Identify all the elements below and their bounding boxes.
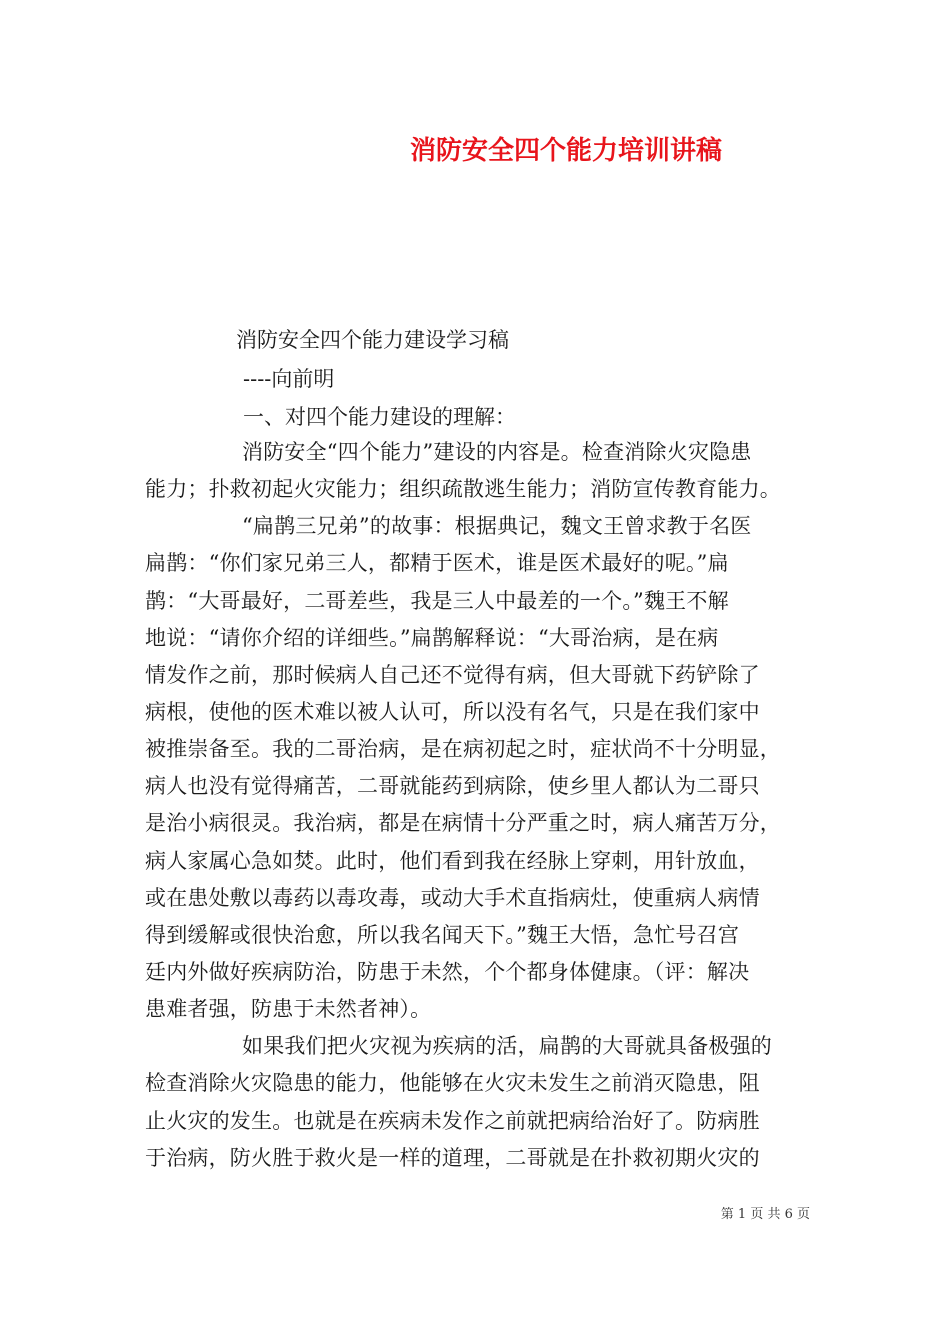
section-heading: 一、对四个能力建设的理解： (243, 405, 516, 429)
text-line: 或在患处敷以毒药以毒攻毒，或动大手术直指病灶，使重病人病情 (145, 885, 760, 910)
document-author: ----向前明 (243, 367, 335, 391)
paragraph-four-abilities (145, 434, 810, 508)
paragraph-fire-analogy (145, 1028, 810, 1177)
text-line: 能力；扑救初起火灾能力；组织疏散逃生能力；消防宣传教育能力。 (145, 477, 781, 502)
text-line: 检查消除火灾隐患的能力，他能够在火灾未发生之前消灭隐患，阻 (145, 1071, 760, 1096)
text-line: 鹊：“大哥最好，二哥差些，我是三人中最差的一个。”魏王不解 (145, 588, 729, 613)
text-line: 如果我们把火灾视为疾病的活，扁鹊的大哥就具备极强的 (242, 1034, 772, 1059)
text-line: 得到缓解或很快治愈，所以我名闻天下。”魏王大悟，急忙号召宫 (145, 922, 740, 947)
text-line: 廷内外做好疾病防治，防患于未然，个个都身体健康。（评：解决 (145, 959, 750, 984)
text-line: 患难者强，防患于未然者神）。 (145, 997, 432, 1022)
text-line: 扁鹊：“你们家兄弟三人，都精于医术，谁是医术最好的呢。”扁 (145, 551, 729, 576)
text-line: 消防安全“四个能力”建设的内容是。检查消除火灾隐患 (242, 440, 752, 464)
text-line: 地说：“请你介绍的详细些。”扁鹊解释说：“大哥治病，是在病 (145, 625, 719, 650)
document-title: 消防安全四个能力培训讲稿 (409, 136, 722, 166)
text-line: 病根，使他的医术难以被人认可，所以没有名气，只是在我们家中 (145, 699, 760, 724)
text-line: 止火灾的发生。也就是在疾病未发作之前就把病给治好了。防病胜 (145, 1108, 760, 1133)
text-line: 被推崇备至。我的二哥治病，是在病初起之时，症状尚不十分明显， (145, 737, 781, 762)
body-text (145, 434, 810, 1177)
text-line: 病人家属心急如焚。此时，他们看到我在经脉上穿刺，用针放血， (145, 848, 760, 873)
text-line: 病人也没有觉得痛苦，二哥就能药到病除，使乡里人都认为二哥只 (145, 774, 760, 799)
text-line: 于治病，防火胜于救火是一样的道理，二哥就是在扑救初期火灾的 (145, 1145, 760, 1170)
text-line: “扁鹊三兄弟”的故事：根据典记，魏文王曾求教于名医 (242, 514, 752, 539)
page-number-footer: 第 1 页 共 6 页 (720, 1207, 810, 1222)
text-line: 是治小病很灵。我治病，都是在病情十分严重之时，病人痛苦万分， (145, 811, 781, 836)
paragraph-bianque-story (145, 508, 810, 1028)
document-subtitle: 消防安全四个能力建设学习稿 (236, 328, 509, 352)
text-line: 情发作之前，那时候病人自己还不觉得有病，但大哥就下药铲除了 (145, 662, 760, 687)
